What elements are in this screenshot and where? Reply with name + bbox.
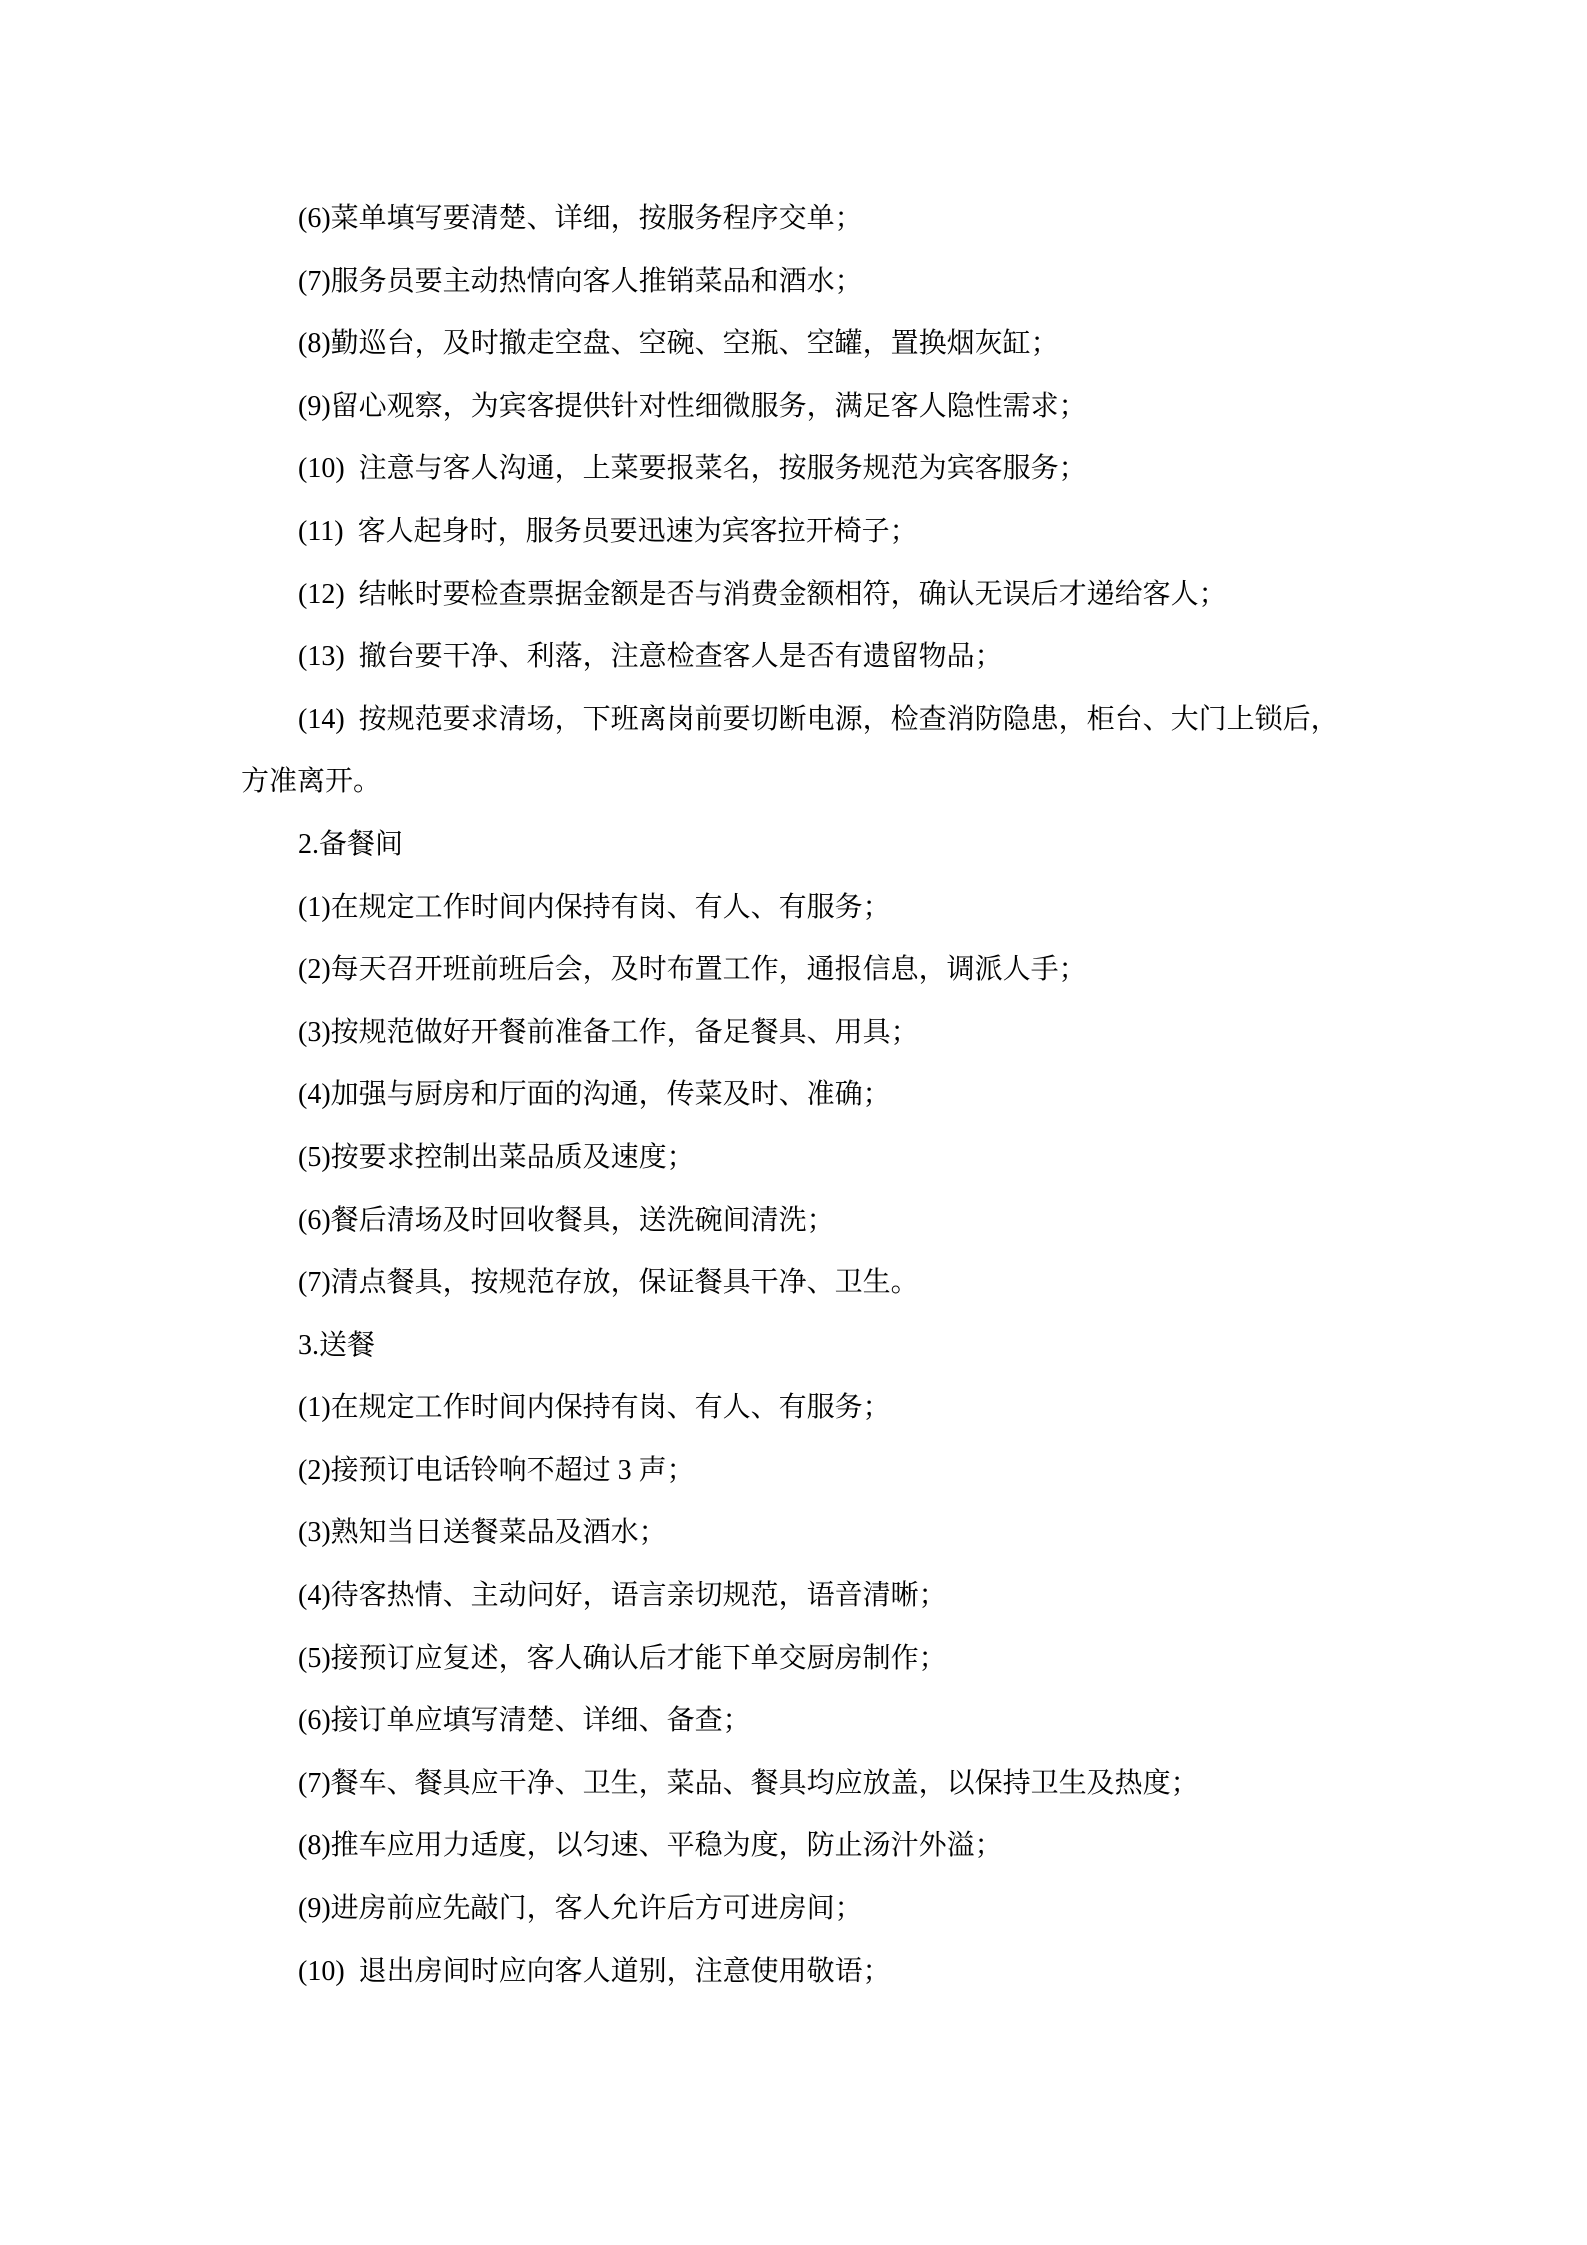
paragraph: (14) 按规范要求清场，下班离岗前要切断电源，检查消防隐患，柜台、大门上锁后，方准离开。 [241,703,1339,798]
paragraph: (9)留心观察，为宾客提供针对性细微服务，满足客人隐性需求； [298,390,1087,422]
paragraph: (8)勤巡台，及时撤走空盘、空碗、空瓶、空罐，置换烟灰缸； [298,328,1059,360]
paragraph: (8)推车应用力适度，以匀速、平稳为度，防止汤汁外溢； [298,1830,1003,1862]
paragraph: (6)菜单填写要清楚、详细，按服务程序交单； [298,203,863,234]
paragraph: (9)进房前应先敲门，客人允许后方可进房间； [298,1893,863,1925]
paragraph: (10) 注意与客人沟通，上菜要报菜名，按服务规范为宾客服务； [298,453,1087,485]
paragraph: (11) 客人起身时，服务员要迅速为宾客拉开椅子； [298,515,918,547]
paragraph: (6)餐后清场及时回收餐具，送洗碗间清洗； [298,1204,835,1236]
paragraph: (7)清点餐具，按规范存放，保证餐具干净、卫生。 [298,1267,919,1299]
paragraph: (10) 退出房间时应向客人道别，注意使用敬语； [298,1955,891,1987]
section-heading: 2.备餐间 [298,828,404,860]
paragraph: (5)接预订应复述，客人确认后才能下单交厨房制作； [298,1642,947,1674]
document-body [241,188,1348,2003]
paragraph: (6)接订单应填写清楚、详细、备查； [298,1705,751,1737]
paragraph: (12) 结帐时要检查票据金额是否与消费金额相符，确认无误后才递给客人； [298,578,1227,610]
paragraph: (3)熟知当日送餐菜品及酒水； [298,1517,667,1549]
paragraph: (13) 撤台要干净、利落，注意检查客人是否有遗留物品； [298,641,1003,673]
paragraph: (5)按要求控制出菜品质及速度； [298,1141,695,1173]
paragraph: (2)每天召开班前班后会，及时布置工作，通报信息，调派人手； [298,954,1087,986]
section-heading: 3.送餐 [298,1329,376,1361]
paragraph: (4)待客热情、主动问好，语言亲切规范，语音清晰； [298,1580,947,1612]
paragraph: (2)接预订电话铃响不超过 3 声； [298,1454,695,1486]
paragraph: (7)服务员要主动热情向客人推销菜品和酒水； [298,265,863,297]
paragraph: (1)在规定工作时间内保持有岗、有人、有服务； [298,1392,891,1424]
paragraph: (1)在规定工作时间内保持有岗、有人、有服务； [298,891,891,923]
paragraph: (3)按规范做好开餐前准备工作，备足餐具、用具； [298,1016,919,1048]
paragraph: (4)加强与厨房和厅面的沟通，传菜及时、准确； [298,1079,891,1111]
paragraph: (7)餐车、餐具应干净、卫生，菜品、餐具均应放盖，以保持卫生及热度； [298,1767,1199,1799]
